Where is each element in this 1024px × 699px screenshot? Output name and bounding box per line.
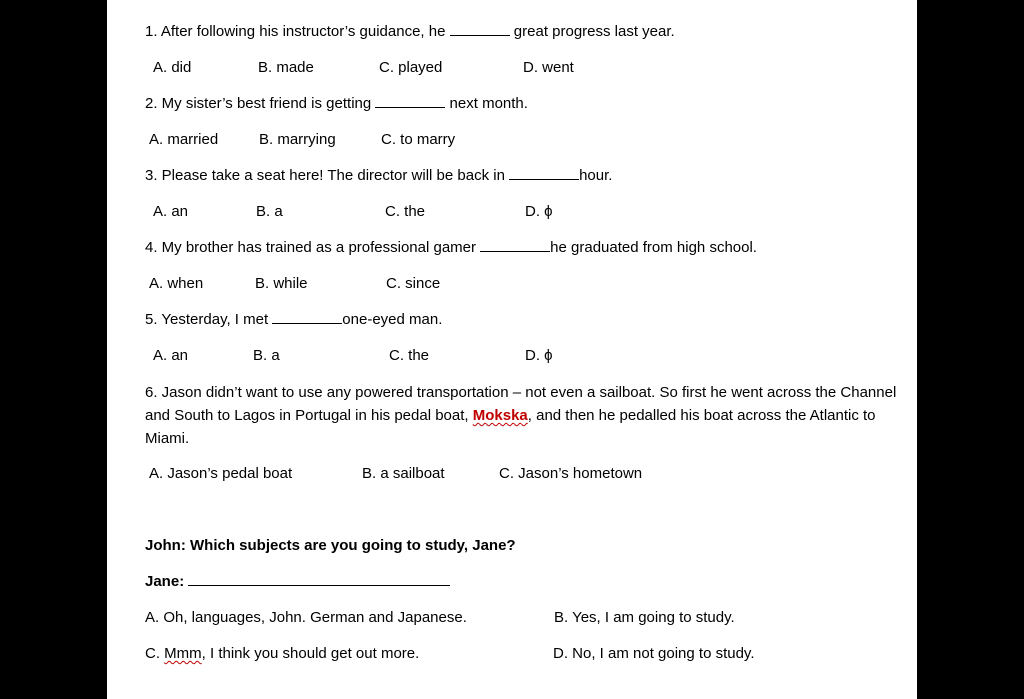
question-5: [145, 309, 442, 331]
answer-blank: [509, 165, 579, 180]
question-4-option-b: B. while: [255, 275, 308, 292]
answer-blank: [375, 93, 445, 108]
dialogue-question: John: Which subjects are you going to study, Jane?: [145, 537, 516, 554]
question-6-text-part2: , and then he pedalled his boat across the Atlantic to Miami.: [145, 407, 876, 447]
dialogue-option-b: B. Yes, I am going to study.: [554, 609, 735, 626]
question-3: [145, 165, 612, 187]
question-3-option-b: B. a: [256, 203, 283, 220]
question-4-after: he graduated from high school.: [550, 239, 757, 256]
question-6: [145, 381, 905, 450]
question-1: [145, 21, 675, 43]
question-2: [145, 93, 528, 115]
question-1-option-a: A. did: [153, 59, 192, 76]
dialogue-option-c-rest: , I think you should get out more.: [201, 645, 420, 662]
question-5-option-b: B. a: [253, 347, 280, 364]
question-5-option-a: A. an: [153, 347, 189, 364]
question-1-option-b: B. made: [258, 59, 314, 76]
question-6-option-a: A. Jason’s pedal boat: [149, 465, 293, 482]
question-2-before: 2. My sister’s best friend is getting: [145, 95, 376, 112]
question-1-option-c: C. played: [379, 59, 443, 76]
highlighted-word: Mokska: [472, 407, 528, 424]
document-page: [107, 0, 917, 699]
question-3-option-d: D. ϕ: [525, 203, 553, 220]
question-5-option-c: C. the: [389, 347, 430, 364]
answer-blank: [480, 237, 550, 252]
question-2-after: next month.: [445, 95, 528, 112]
question-2-option-b: B. marrying: [259, 131, 336, 148]
question-6-option-b: B. a sailboat: [362, 465, 445, 482]
dialogue-option-c-word: Mmm: [164, 645, 202, 662]
dialogue-answer-line: [145, 571, 450, 593]
answer-label: Jane:: [145, 573, 189, 590]
question-6-text-part1: 6. Jason didn’t want to use any powered transportation – not even a sailboat. So first he went across the Channel and South to Lagos in Portugal in his pedal boat,: [145, 384, 897, 424]
question-3-before: 3. Please take a seat here! The director will be back in: [145, 167, 510, 184]
question-1-before: 1. After following his instructor’s guidance, he: [145, 23, 450, 40]
dialogue-option-d: D. No, I am not going to study.: [553, 645, 755, 662]
question-4-option-a: A. when: [149, 275, 204, 292]
answer-blank: [188, 571, 450, 586]
question-1-after: great progress last year.: [509, 23, 675, 40]
question-2-option-a: A. married: [149, 131, 219, 148]
question-5-before: 5. Yesterday, I met: [145, 311, 273, 328]
answer-blank: [272, 309, 342, 324]
question-4: [145, 237, 757, 259]
dialogue-option-c-prefix: C.: [145, 645, 165, 662]
question-3-option-a: A. an: [153, 203, 189, 220]
question-1-option-d: D. went: [523, 59, 574, 76]
question-4-option-c: C. since: [386, 275, 441, 292]
question-3-option-c: C. the: [385, 203, 426, 220]
question-2-option-c: C. to marry: [381, 131, 456, 148]
question-4-before: 4. My brother has trained as a professional gamer: [145, 239, 481, 256]
dialogue-option-c: [145, 643, 419, 665]
question-5-after: one-eyed man.: [342, 311, 443, 328]
dialogue-option-a: A. Oh, languages, John. German and Japanese.: [145, 609, 467, 626]
question-6-option-c: C. Jason’s hometown: [499, 465, 643, 482]
question-5-option-d: D. ϕ: [525, 347, 553, 364]
question-3-after: hour.: [579, 167, 613, 184]
answer-blank: [450, 21, 510, 36]
